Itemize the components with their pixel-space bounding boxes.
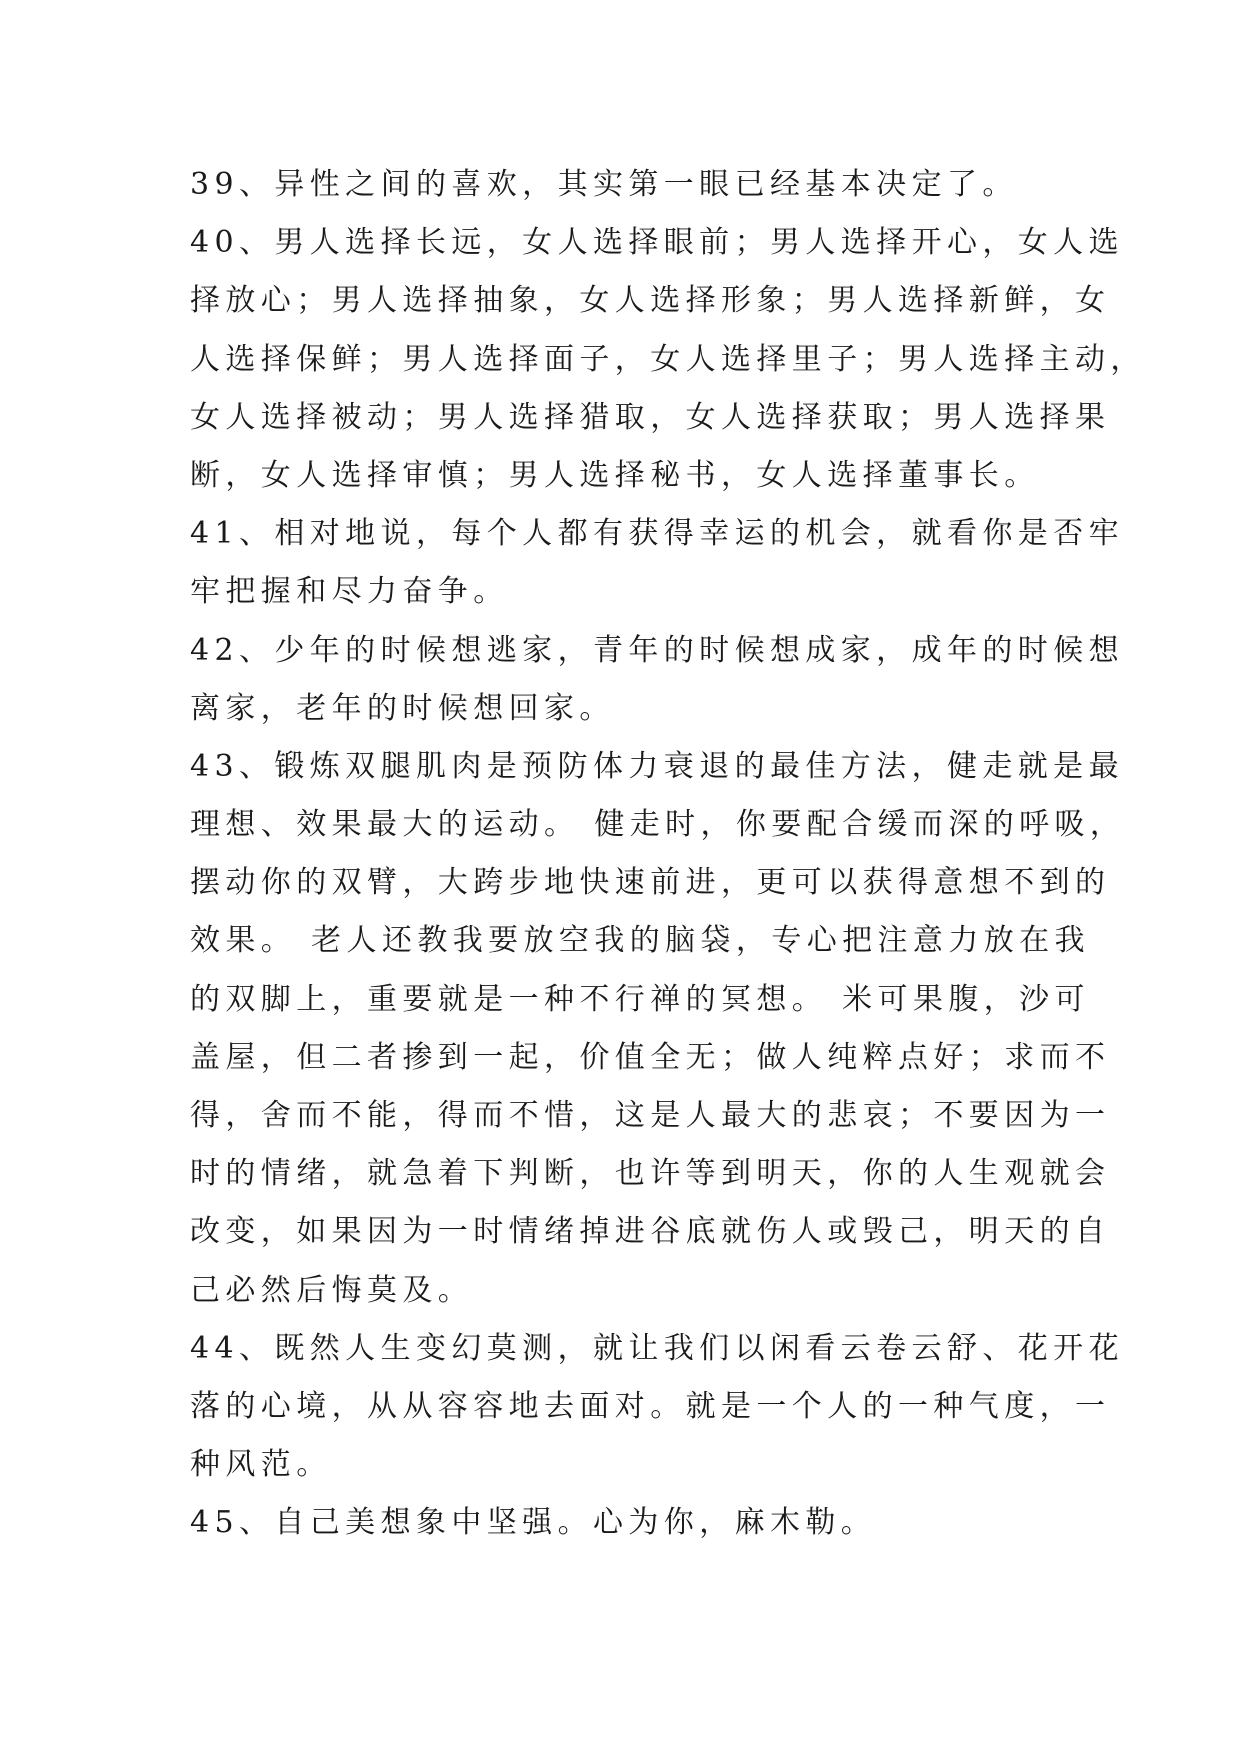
document-body: [190, 156, 1146, 1553]
text-line: 43、锻炼双腿肌肉是预防体力衰退的最佳方法，健走就是最: [190, 748, 1124, 784]
paragraph-43: [190, 738, 1126, 1320]
paragraph-39: [190, 156, 1052, 214]
paragraph-41: [190, 505, 1124, 621]
paragraph-42: [190, 622, 1124, 738]
text-line: 41、相对地说，每个人都有获得幸运的机会，就看你是否牢: [190, 516, 1124, 552]
text-line: 时的情绪，就急着下判断，也许等到明天，你的人生观就会: [190, 1156, 1111, 1192]
text-line: 落的心境，从从容容地去面对。就是一个人的一种气度，一: [190, 1388, 1111, 1424]
text-line: 摆动你的双臂，大跨步地快速前进，更可以获得意想不到的: [190, 865, 1111, 901]
text-line: 39、异性之间的喜欢，其实第一眼已经基本决定了。: [190, 167, 1018, 202]
text-line: 离家，老年的时候想回家。: [190, 690, 615, 726]
text-line: 45、自己美想象中坚强。心为你，麻木勒。: [190, 1505, 877, 1541]
text-line: 改变，如果因为一时情绪掉进谷底就伤人或毁己，明天的自: [190, 1214, 1111, 1250]
text-line: 40、男人选择长远，女人选择眼前；男人选择开心，女人选: [190, 225, 1124, 261]
text-line: 己必然后悔莫及。: [190, 1272, 474, 1308]
text-line: 44、既然人生变幻莫测，就让我们以闲看云卷云舒、花开花: [190, 1330, 1124, 1366]
text-line: 盖屋，但二者掺到一起，价值全无；做人纯粹点好；求而不: [190, 1039, 1111, 1075]
text-line: 效果。 老人还教我要放空我的脑袋，专心把注意力放在我: [190, 923, 1090, 959]
text-line: 女人选择被动；男人选择猎取，女人选择获取；男人选择果: [190, 399, 1111, 435]
text-line: 42、少年的时候想逃家，青年的时候想成家，成年的时候想: [190, 632, 1124, 668]
paragraph-40: [190, 214, 1146, 505]
text-line: 人选择保鲜；男人选择面子，女人选择里子；男人选择主动，: [190, 341, 1146, 377]
text-line: 理想、效果最大的运动。 健走时，你要配合缓而深的呼吸，: [190, 807, 1126, 843]
text-line: 种风范。: [190, 1447, 332, 1483]
paragraph-45: [190, 1494, 1052, 1552]
text-line: 断，女人选择审慎；男人选择秘书，女人选择董事长。: [190, 457, 1040, 493]
text-line: 得，舍而不能，得而不惜，这是人最大的悲哀；不要因为一: [190, 1098, 1111, 1133]
text-line: 牢把握和尽力奋争。: [190, 574, 509, 610]
text-line: 的双脚上，重要就是一种不行禅的冥想。 米可果腹，沙可: [190, 981, 1090, 1017]
paragraph-44: [190, 1320, 1124, 1495]
text-line: 择放心；男人选择抽象，女人选择形象；男人选择新鲜，女: [190, 283, 1111, 319]
